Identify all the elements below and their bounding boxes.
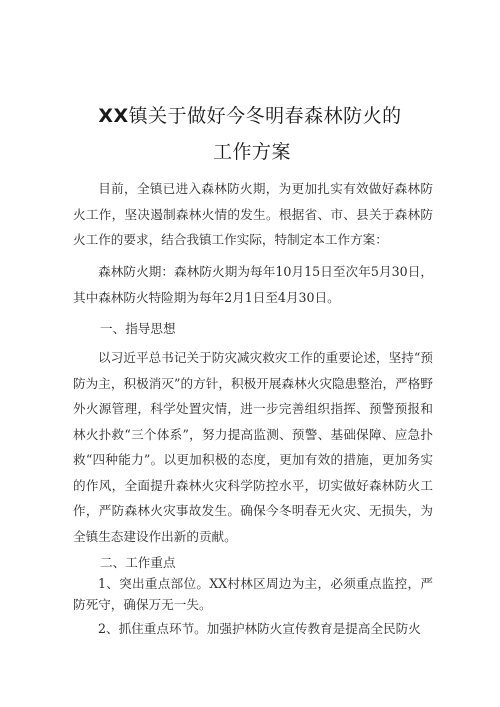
point1-text: 1、突出重点部位。XX村林区周边为主，必须重点监控，严防死守，确保万无一失。 [73, 576, 433, 612]
title-prefix: XX [98, 105, 129, 127]
document-title-line-1 [0, 101, 500, 128]
intro-paragraph [73, 176, 433, 253]
section-heading-focus: 二、工作重点 [100, 555, 176, 570]
point1-paragraph [73, 573, 433, 615]
intro-text: 目前，全镇已进入森林防火期，为更加扎实有效做好森林防火工作，坚决遏制森林火情的发生。根据省、市、县关于森林防火工作的要求，结合我镇工作实际，特制定本工作方案： [73, 181, 433, 247]
point2-text: 2、抓住重点环节。加强护林防火宣传教育是提高全民防火 [98, 621, 421, 636]
period-paragraph [73, 259, 433, 310]
title-text-1: 镇关于做好今冬明春森林防火的 [128, 105, 402, 127]
document-title-line-2: 工作方案 [212, 141, 291, 163]
period-text: 森林防火期：森林防火期为每年10月15日至次年5月30日，其中森林防火特险期为每年2月1日至4月30日。 [73, 264, 433, 305]
guiding-paragraph [73, 345, 433, 549]
point2-paragraph [73, 616, 433, 642]
guiding-text: 以习近平总书记关于防灾减灾救灾工作的重要论述，坚持“预防为主，积极消灭”的方针，积极开展森林火灾隐患整治，严格野外火源管理，科学处置灾情，进一步完善组织指挥、预警预报和林火扑救“三个体系”，努力提高监测、预警、基础保障、应急扑救“四种能力”。以更加积极的态度，更加有效的措施，更加务实的作风，全面提升森林火灾科学防控水平，切实做好森林防火工作，严防森林火灾事故发生。确保今冬明春无火灾、无损失，为全镇生态建设作出新的贡献。 [73, 350, 433, 544]
section-heading-guiding: 一、指导思想 [100, 321, 176, 336]
